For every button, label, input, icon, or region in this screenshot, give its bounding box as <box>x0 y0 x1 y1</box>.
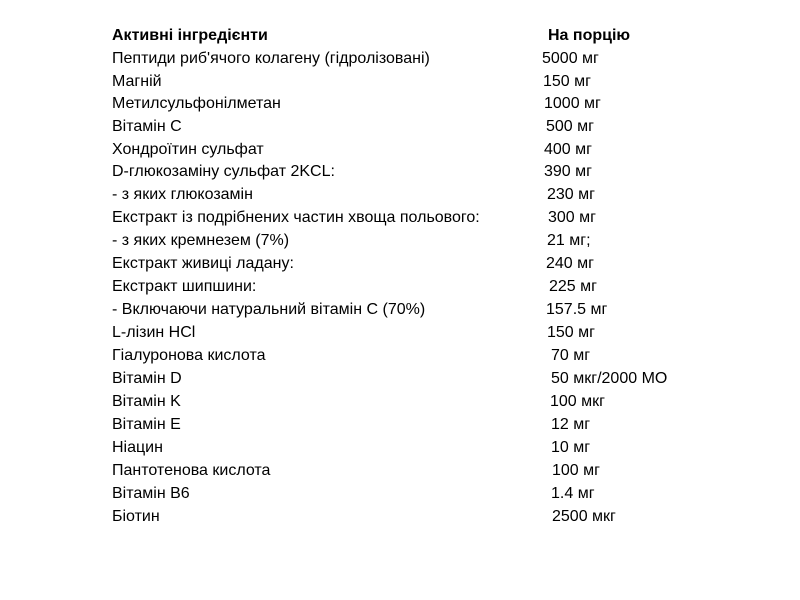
ingredient-name: Метилсульфонілметан <box>112 95 281 112</box>
ingredient-amount: 1000 мг <box>544 95 601 112</box>
ingredient-name: Вітамін С <box>112 118 182 135</box>
table-row <box>112 437 752 459</box>
table-row <box>112 368 752 390</box>
ingredient-amount: 70 мг <box>551 347 591 364</box>
ingredient-amount: 150 мг <box>543 73 591 90</box>
table-row <box>112 184 752 206</box>
table-row <box>112 253 752 275</box>
ingredient-name: Магній <box>112 73 162 90</box>
ingredient-amount: 2500 мкг <box>552 508 616 525</box>
table-row <box>112 483 752 505</box>
ingredient-amount: 390 мг <box>544 163 592 180</box>
ingredient-amount: 230 мг <box>547 186 595 203</box>
ingredient-name: Вітамін E <box>112 416 181 433</box>
ingredient-name: Вітамін K <box>112 393 181 410</box>
ingredient-amount: 21 мг; <box>547 232 591 249</box>
ingredient-name: Вітамін B6 <box>112 485 190 502</box>
table-row <box>112 345 752 367</box>
amount-column-header: На порцію <box>548 27 631 44</box>
table-row <box>112 414 752 436</box>
table-row <box>112 207 752 229</box>
ingredient-amount: 100 мг <box>552 462 600 479</box>
table-row <box>112 506 752 528</box>
table-row <box>112 230 752 252</box>
ingredient-name: Пантотенова кислота <box>112 462 271 479</box>
ingredient-name: Ніацин <box>112 439 163 456</box>
table-row <box>112 48 752 70</box>
ingredient-name: Екстракт із подрібнених частин хвоща польового: <box>112 209 480 226</box>
ingredient-column-header: Активні інгредієнти <box>112 27 268 44</box>
ingredient-amount: 500 мг <box>546 118 594 135</box>
table-row <box>112 116 752 138</box>
ingredient-amount: 5000 мг <box>542 50 599 67</box>
ingredient-amount: 10 мг <box>551 439 591 456</box>
ingredient-name: D-глюкозаміну сульфат 2KCL: <box>112 163 335 180</box>
ingredient-name: Пептиди риб'ячого колагену (гідролізовані) <box>112 50 430 67</box>
ingredient-name: - з яких кремнезем (7%) <box>112 232 290 249</box>
ingredient-name: Гіалуронова кислота <box>112 347 266 364</box>
ingredient-amount: 150 мг <box>547 324 595 341</box>
ingredient-amount: 157.5 мг <box>546 301 608 318</box>
table-row <box>112 139 752 161</box>
ingredient-name: Екстракт шипшини: <box>112 278 257 295</box>
ingredient-amount: 100 мкг <box>550 393 605 410</box>
ingredient-name: Екстракт живиці ладану: <box>112 255 294 272</box>
ingredient-amount: 240 мг <box>546 255 594 272</box>
table-row <box>112 93 752 115</box>
table-header <box>112 25 752 47</box>
ingredient-amount: 300 мг <box>548 209 596 226</box>
table-row <box>112 161 752 183</box>
ingredient-name: Вітамін D <box>112 370 182 387</box>
table-row <box>112 71 752 93</box>
table-row <box>112 322 752 344</box>
ingredient-name: Хондроїтин сульфат <box>112 141 264 158</box>
ingredient-amount: 12 мг <box>551 416 591 433</box>
ingredient-name: - Включаючи натуральний вітамін С (70%) <box>112 301 426 318</box>
ingredient-amount: 1.4 мг <box>551 485 595 502</box>
ingredient-amount: 225 мг <box>549 278 597 295</box>
ingredient-name: - з яких глюкозамін <box>112 186 253 203</box>
table-row <box>112 276 752 298</box>
ingredient-amount: 50 мкг/2000 МО <box>551 370 668 387</box>
table-row <box>112 460 752 482</box>
ingredient-name: Біотин <box>112 508 160 525</box>
ingredient-amount: 400 мг <box>544 141 592 158</box>
table-row <box>112 391 752 413</box>
ingredient-name: L-лізин HCl <box>112 324 196 341</box>
table-row <box>112 299 752 321</box>
